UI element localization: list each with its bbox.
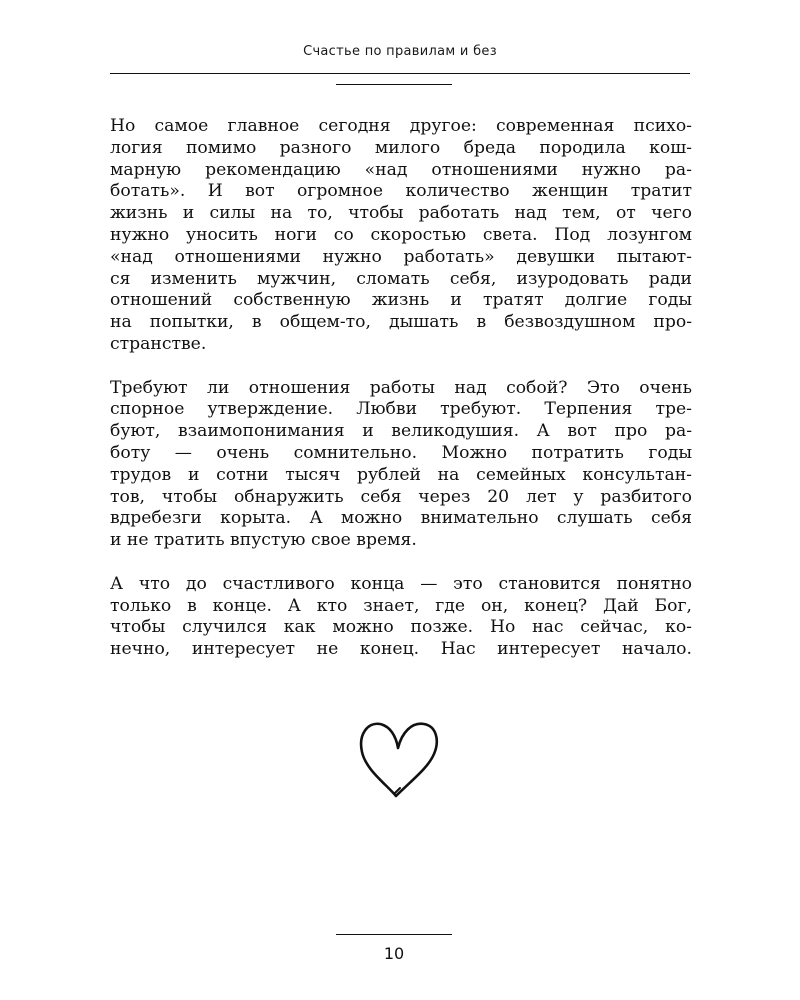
header-rule <box>110 73 690 74</box>
paragraph-2 <box>110 378 692 552</box>
text-line: логия помимо разного милого бреда породила кош- <box>110 137 692 158</box>
text-line: жизнь и силы на то, чтобы работать над тем, от чего <box>110 203 692 224</box>
text-line: тов, чтобы обнаружить себя через 20 лет у разбитого <box>110 486 692 507</box>
text-line: Но самое главное сегодня другое: современная психо- <box>110 116 692 136</box>
text-line: странстве. <box>110 333 207 354</box>
text-line: «над отношениями нужно работать» девушки пытают- <box>110 246 692 267</box>
text-line: Требуют ли отношения работы над собой? Это очень <box>110 377 692 398</box>
text-line: буют, взаимопонимания и великодушия. А вот про ра- <box>110 421 692 442</box>
footer-rule <box>336 934 452 935</box>
paragraph-1 <box>110 116 692 356</box>
text-line: чтобы случился как можно позже. Но нас сейчас, ко- <box>110 617 692 638</box>
paragraph-3 <box>110 574 692 661</box>
text-line: и не тратить впустую свое время. <box>110 530 417 551</box>
text-line: спорное утверждение. Любви требуют. Терпения тре- <box>110 399 692 420</box>
heart-icon <box>356 718 442 798</box>
text-line: А что до счастливого конца — это становится понятно <box>110 573 692 594</box>
running-head-title: Счастье по правилам и без <box>303 44 497 59</box>
body-text <box>110 116 692 683</box>
header-short-rule <box>336 84 452 85</box>
page-number: 10 <box>383 944 405 963</box>
text-line: нужно уносить ноги со скоростью света. Под лозунгом <box>110 224 692 245</box>
text-line: марную рекомендацию «над отношениями нужно ра- <box>110 159 692 180</box>
text-line: ся изменить мужчин, сломать себя, изуродовать ради <box>110 268 692 289</box>
text-line: боту — очень сомнительно. Можно потратить годы <box>110 442 692 463</box>
text-line: ботать». И вот огромное количество женщин тратит <box>110 181 692 202</box>
text-line: отношений собственную жизнь и тратят долгие годы <box>110 290 692 311</box>
text-line: на попытки, в общем-то, дышать в безвоздушном про- <box>110 312 692 333</box>
text-line: только в конце. А кто знает, где он, конец? Дай Бог, <box>110 595 692 616</box>
text-line: вдребезги корыта. А можно внимательно слушать себя <box>110 508 692 529</box>
text-line: нечно, интересует не конец. Нас интересует начало. <box>110 639 692 660</box>
text-line: трудов и сотни тысяч рублей на семейных консультан- <box>110 464 692 485</box>
